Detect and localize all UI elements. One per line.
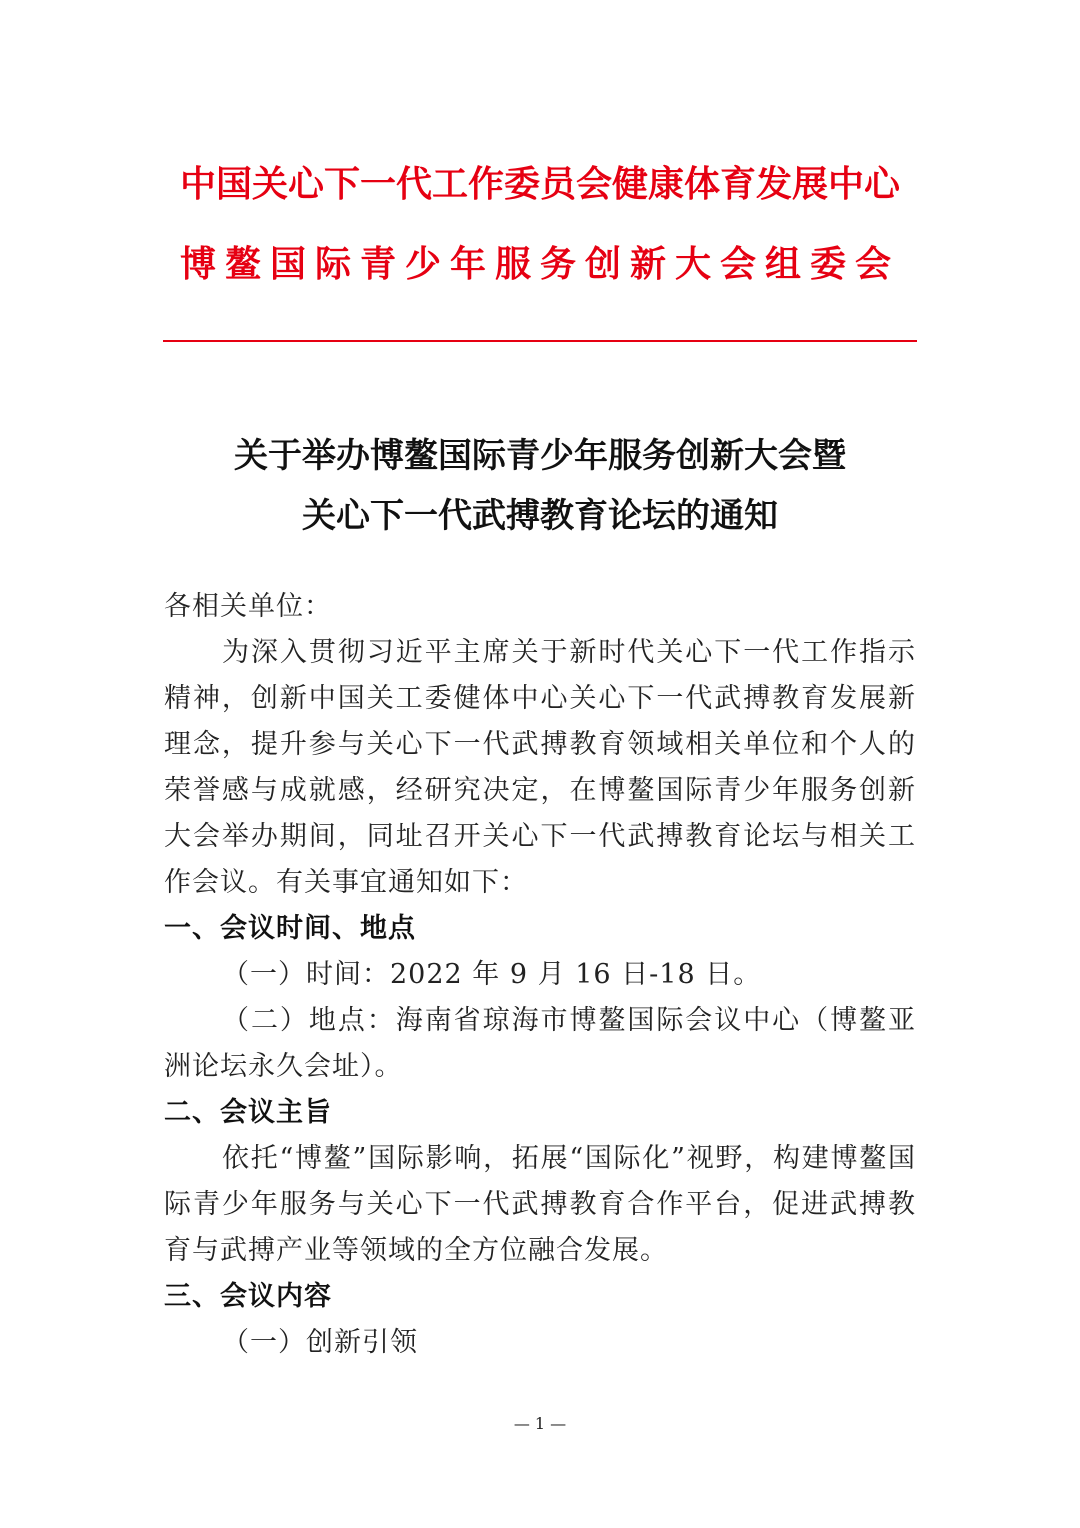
red-divider <box>163 340 917 342</box>
notice-title-line-1: 关于举办博鳌国际青少年服务创新大会暨 <box>234 436 846 476</box>
section-1-time: （一）时间：2022 年 9 月 16 日-18 日。 <box>222 959 762 990</box>
section-1-place: （二）地点：海南省琼海市博鳌国际会议中心（博鳌亚洲论坛永久会址）。 <box>164 1005 916 1082</box>
section-3-item-1: （一）创新引领 <box>222 1327 418 1358</box>
page-number: — 1 — <box>513 1414 567 1433</box>
issuer-line-2: 博鳌国际青少年服务创新大会组委会 <box>179 244 900 285</box>
notice-body <box>164 584 916 1366</box>
salutation: 各相关单位： <box>164 591 332 622</box>
section-3-heading: 三、会议内容 <box>164 1281 332 1312</box>
issuer-line-1: 中国关心下一代工作委员会健康体育发展中心 <box>179 164 900 205</box>
section-1-heading: 一、会议时间、地点 <box>164 913 416 944</box>
intro-paragraph: 为深入贯彻习近平主席关于新时代关心下一代工作指示精神，创新中国关工委健体中心关心下一代武搏教育发展新理念，提升参与关心下一代武搏教育领域相关单位和个人的荣誉感与成就感，经研究决定，在博鳌国际青少年服务创新大会举办期间，同址召开关心下一代武搏教育论坛与相关工作会议。有关事宜通知如下： <box>164 637 916 898</box>
section-2-heading: 二、会议主旨 <box>164 1097 332 1128</box>
notice-title-line-2: 关心下一代武搏教育论坛的通知 <box>302 496 778 536</box>
section-2-text: 依托“博鳌”国际影响，拓展“国际化”视野，构建博鳌国际青少年服务与关心下一代武搏教育合作平台，促进武搏教育与武搏产业等领域的全方位融合发展。 <box>164 1143 916 1266</box>
